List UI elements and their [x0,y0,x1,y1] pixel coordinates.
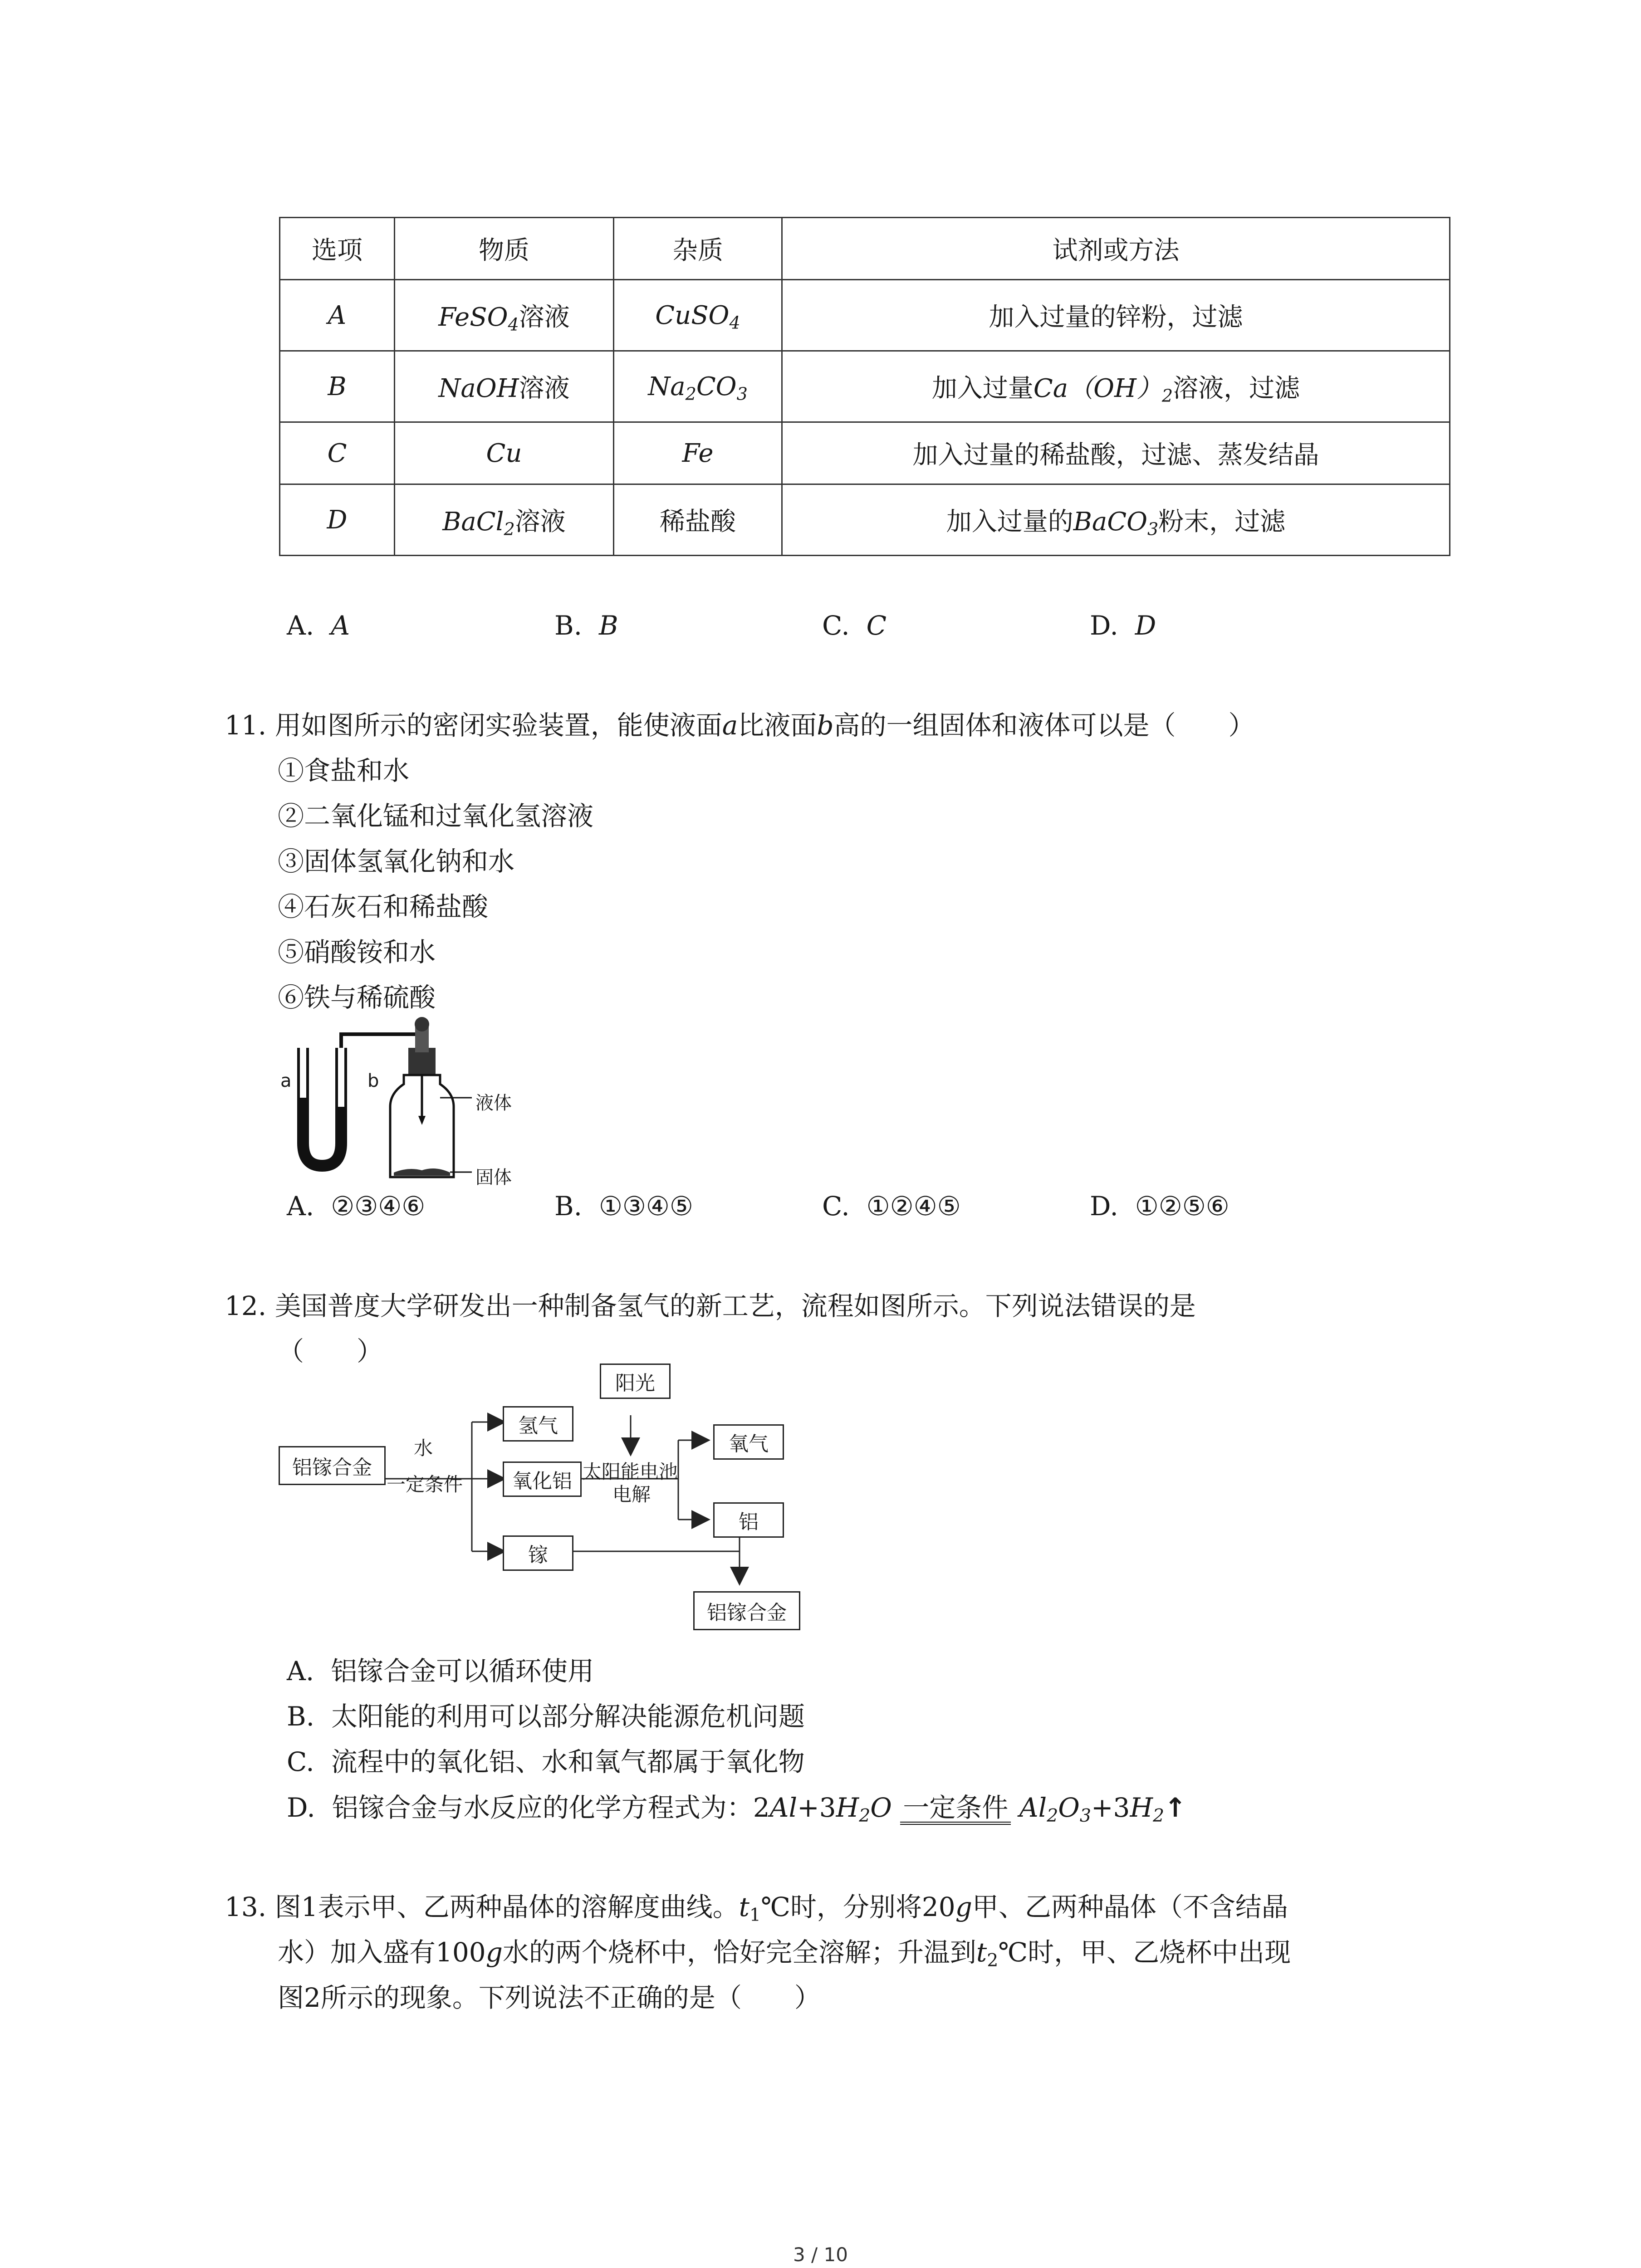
table-row [280,351,1450,422]
table-header-option: 选项 [280,218,395,280]
q11-item-4: ④石灰石和稀盐酸 [278,891,489,922]
flow-label-condition: 一定条件 [387,1473,463,1496]
label-solid: 固体 [475,1167,512,1188]
flow-label-water: 水 [414,1437,433,1459]
row-impurity: Fe [614,422,782,484]
q12-option-c[interactable]: C. 流程中的氧化铝、水和氧气都属于氧化物 [287,1746,805,1777]
u-tube [303,1048,341,1166]
q11-number: 11. [225,710,267,741]
label-b: b [367,1070,379,1091]
row-substance: NaOH溶液 [395,351,614,422]
q11-option-c[interactable]: C. ①②④⑤ [822,1191,961,1222]
row-method: 加入过量的BaCO$_3$粉末，过滤 [782,484,1450,556]
flow-box-gallium: 镓 [503,1535,573,1571]
table-row [280,484,1450,556]
q11-item-1: ①食盐和水 [278,755,410,786]
q10-option-d[interactable]: D. D [1090,610,1156,641]
label-a: a [280,1070,292,1091]
row-impurity: $Na_2CO_3$ [614,351,782,422]
flow-box-hydrogen: 氢气 [503,1406,573,1442]
row-option: B [280,351,395,422]
q11-item-2: ②二氧化锰和过氧化氢溶液 [278,801,594,831]
q12-option-b[interactable]: B. 太阳能的利用可以部分解决能源危机问题 [287,1701,805,1732]
flow-box-alloy-out: 铝镓合金 [693,1591,800,1630]
flow-label-solar-cell: 太阳能电池 [583,1461,678,1483]
equation-condition: 一定条件 [900,1794,1011,1825]
page-number: 3 / 10 [793,2244,848,2266]
row-option: D [280,484,395,556]
table-header-method: 试剂或方法 [782,218,1450,280]
row-method: 加入过量的锌粉，过滤 [782,280,1450,351]
row-substance: FeSO$_4$溶液 [395,280,614,351]
flow-box-oxygen: 氧气 [713,1424,784,1460]
q12-option-a[interactable]: A. 铝镓合金可以循环使用 [287,1656,594,1686]
solid-layer [394,1168,450,1176]
row-substance: Cu [395,422,614,484]
q12-option-d[interactable]: D. 铝镓合金与水反应的化学方程式为：$2Al+3H_2O$ 一定条件 $Al_2O_3+3H_2↑$ [287,1792,1186,1827]
table-header-impurity: 杂质 [614,218,782,280]
row-method: 加入过量的稀盐酸，过滤、蒸发结晶 [782,422,1450,484]
connecting-tube [341,1034,390,1048]
flow-box-aluminum: 铝 [713,1502,784,1538]
gas-arrow-icon: ↑ [1164,1792,1186,1823]
table-row [280,280,1450,351]
q13-number: 13. [225,1892,267,1922]
q13-stem-line3: 图2所示的现象。下列说法不正确的是（ ） [278,1982,821,2013]
flow-box-alumina: 氧化铝 [503,1461,582,1497]
q10-option-c[interactable]: C. C [822,610,887,641]
table-row [280,422,1450,484]
label-liquid: 液体 [475,1093,512,1114]
q11-item-5: ⑤硝酸铵和水 [278,937,436,968]
q11-item-6: ⑥铁与稀硫酸 [278,982,436,1013]
reaction-equation: $2Al+3H_2O$ 一定条件 $Al_2O_3+3H_2↑$ [753,1792,1186,1827]
q10-option-b[interactable]: B. B [554,610,618,641]
q12-stem-line2: （ ） [278,1336,383,1367]
q12-stem-line1: 12. 美国普度大学研发出一种制备氢气的新工艺，流程如图所示。下列说法错误的是 [225,1290,1196,1321]
row-option: A [280,280,395,351]
row-option: C [280,422,395,484]
row-impurity: 稀盐酸 [614,484,782,556]
q11-option-b[interactable]: B. ①③④⑤ [554,1191,693,1222]
reagent-table [279,217,1450,556]
flow-label-electrolysis: 电解 [612,1483,651,1505]
row-substance: BaCl$_2$溶液 [395,484,614,556]
q11-option-a[interactable]: A. ②③④⑥ [287,1191,426,1222]
row-method: 加入过量$Ca(OH)_2$溶液，过滤 [782,351,1450,422]
q13-stem-line1: 13. 图1表示甲、乙两种晶体的溶解度曲线。$t_1℃$时，分别将20g甲、乙两种晶体（不含结晶 [225,1892,1288,1926]
flow-box-alloy-in: 铝镓合金 [279,1446,386,1485]
q11-option-d[interactable]: D. ①②⑤⑥ [1090,1191,1230,1222]
q12-number: 12. [225,1290,267,1321]
q11-item-3: ③固体氢氧化钠和水 [278,846,515,877]
sealed-apparatus-figure [272,1016,590,1188]
flow-box-sunlight: 阳光 [600,1364,671,1399]
table-header-substance: 物质 [395,218,614,280]
q11-stem: 11. 用如图所示的密闭实验装置，能使液面a比液面b高的一组固体和液体可以是（ ） [225,710,1255,741]
q13-stem-line2: 水）加入盛有100g水的两个烧杯中，恰好完全溶解；升温到$t_2℃$时，甲、乙烧杯中出现 [278,1937,1291,1971]
q10-option-a[interactable]: A. A [287,610,350,641]
row-impurity: CuSO$_4$ [614,280,782,351]
